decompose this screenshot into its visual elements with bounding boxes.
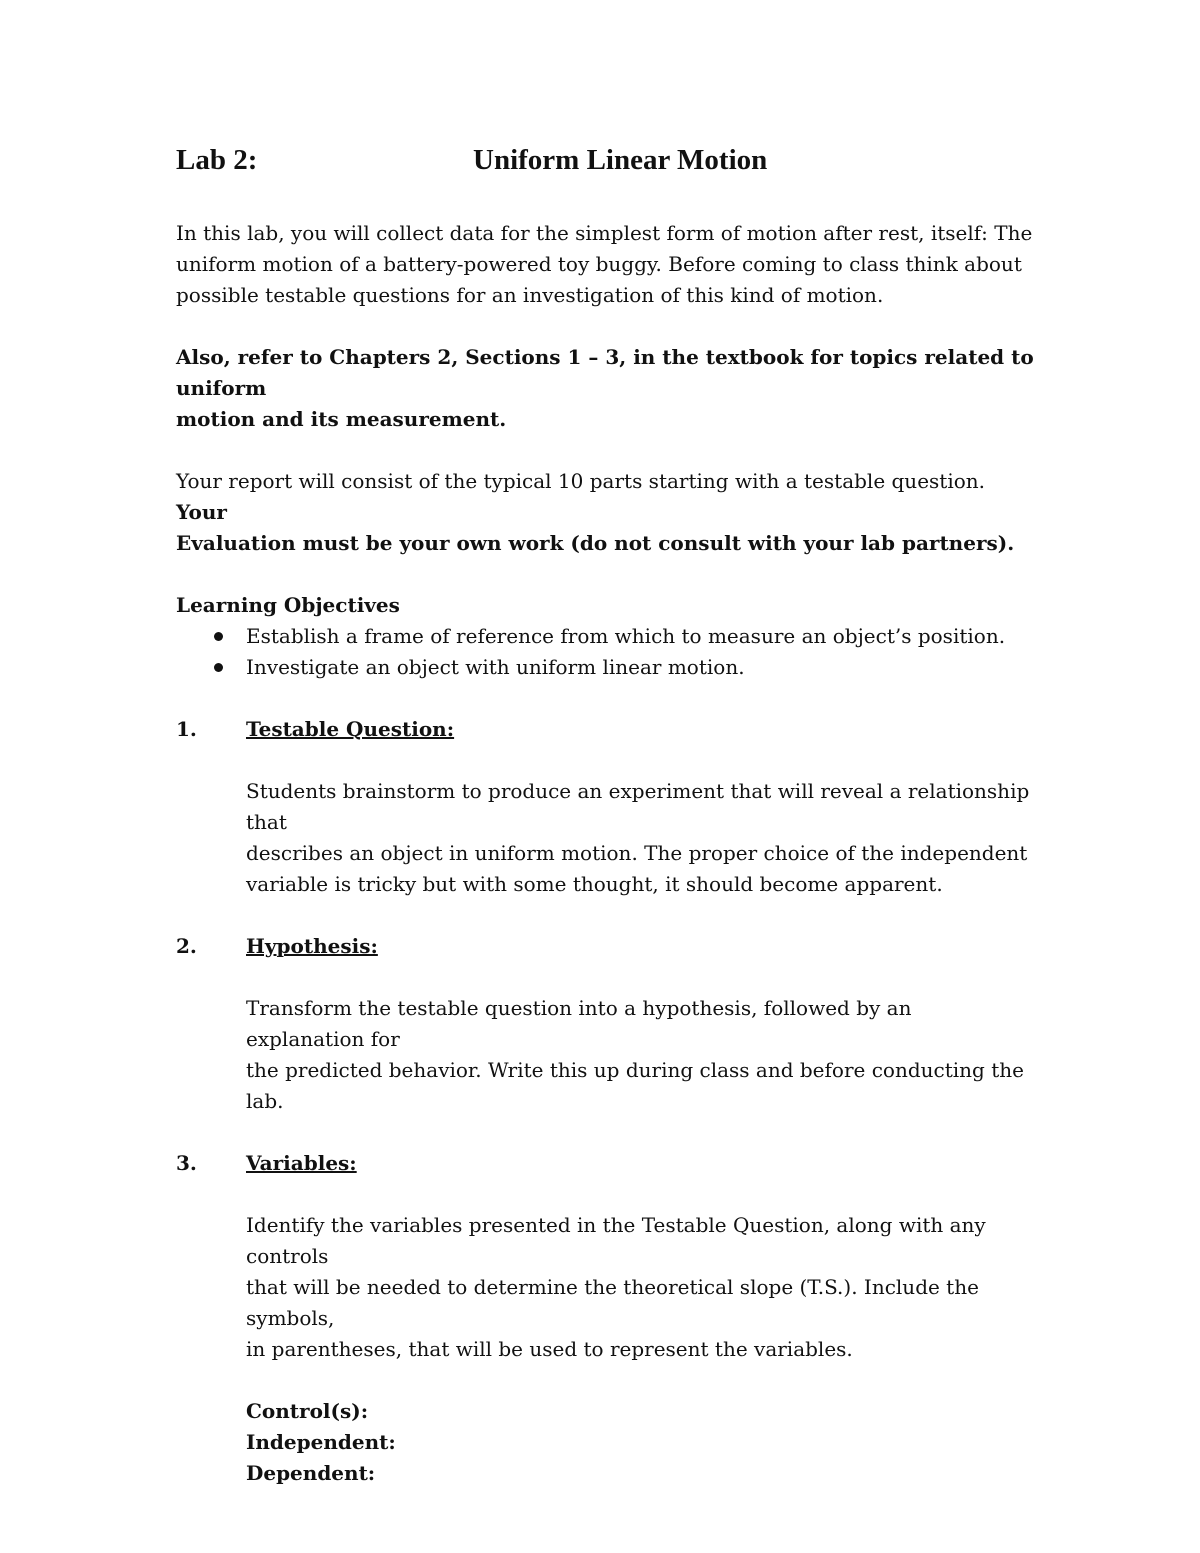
document-title <box>176 140 1036 184</box>
intro-line: In this lab, you will collect data for the simplest form of motion after rest, itself: The <box>176 221 1033 245</box>
list-item <box>176 621 1036 652</box>
section-testable-question <box>176 714 1036 900</box>
section-body <box>176 993 1036 1117</box>
report-paragraph <box>176 466 1036 559</box>
section-line: Students brainstorm to produce an experiment that will reveal a relationship that <box>246 779 1030 834</box>
section-number: 3. <box>176 1151 197 1175</box>
objective-text: Investigate an object with uniform linear motion. <box>246 655 745 679</box>
bullet-icon <box>214 663 223 672</box>
lab-title: Uniform Linear Motion <box>473 144 768 176</box>
section-line: in parentheses, that will be used to represent the variables. <box>246 1337 853 1361</box>
bullet-icon <box>214 632 223 641</box>
refer-line: Also, refer to Chapters 2, Sections 1 – 3, in the textbook for topics related to uniform <box>176 345 1034 400</box>
variables-list <box>176 1396 1036 1489</box>
section-line: Identify the variables presented in the Testable Question, along with any controls <box>246 1213 986 1268</box>
report-text: Your report will consist of the typical 10 parts starting with a testable question. <box>176 469 986 493</box>
learning-objectives-heading: Learning Objectives <box>176 593 400 617</box>
section-body <box>176 776 1036 900</box>
section-line: that will be needed to determine the theoretical slope (T.S.). Include the symbols, <box>246 1275 979 1330</box>
control-label: Control(s): <box>246 1399 369 1423</box>
report-bold-start: Your <box>176 500 227 524</box>
section-label: Variables: <box>246 1151 357 1175</box>
learning-objectives-list <box>176 621 1036 683</box>
list-item <box>176 652 1036 683</box>
intro-line: uniform motion of a battery-powered toy buggy. Before coming to class think about <box>176 252 1022 276</box>
refer-line: motion and its measurement. <box>176 407 507 431</box>
section-heading <box>176 931 1036 962</box>
section-label: Testable Question: <box>246 717 455 741</box>
intro-paragraph <box>176 218 1036 311</box>
report-bold-line: Evaluation must be your own work (do not consult with your lab partners). <box>176 531 1015 555</box>
section-body <box>176 1210 1036 1365</box>
document-page <box>176 140 1036 1489</box>
section-line: Transform the testable question into a hypothesis, followed by an explanation for <box>246 996 912 1051</box>
independent-label: Independent: <box>246 1430 396 1454</box>
intro-line: possible testable questions for an investigation of this kind of motion. <box>176 283 884 307</box>
section-line: variable is tricky but with some thought, it should become apparent. <box>246 872 943 896</box>
section-variables <box>176 1148 1036 1489</box>
section-number: 1. <box>176 717 197 741</box>
objective-text: Establish a frame of reference from which to measure an object’s position. <box>246 624 1006 648</box>
section-number: 2. <box>176 934 197 958</box>
section-hypothesis <box>176 931 1036 1117</box>
section-line: the predicted behavior. Write this up during class and before conducting the lab. <box>246 1058 1024 1113</box>
section-heading <box>176 1148 1036 1179</box>
dependent-label: Dependent: <box>246 1461 376 1485</box>
lab-number: Lab 2: <box>176 144 258 176</box>
section-heading <box>176 714 1036 745</box>
textbook-reference <box>176 342 1036 435</box>
section-line: describes an object in uniform motion. The proper choice of the independent <box>246 841 1028 865</box>
section-label: Hypothesis: <box>246 934 378 958</box>
